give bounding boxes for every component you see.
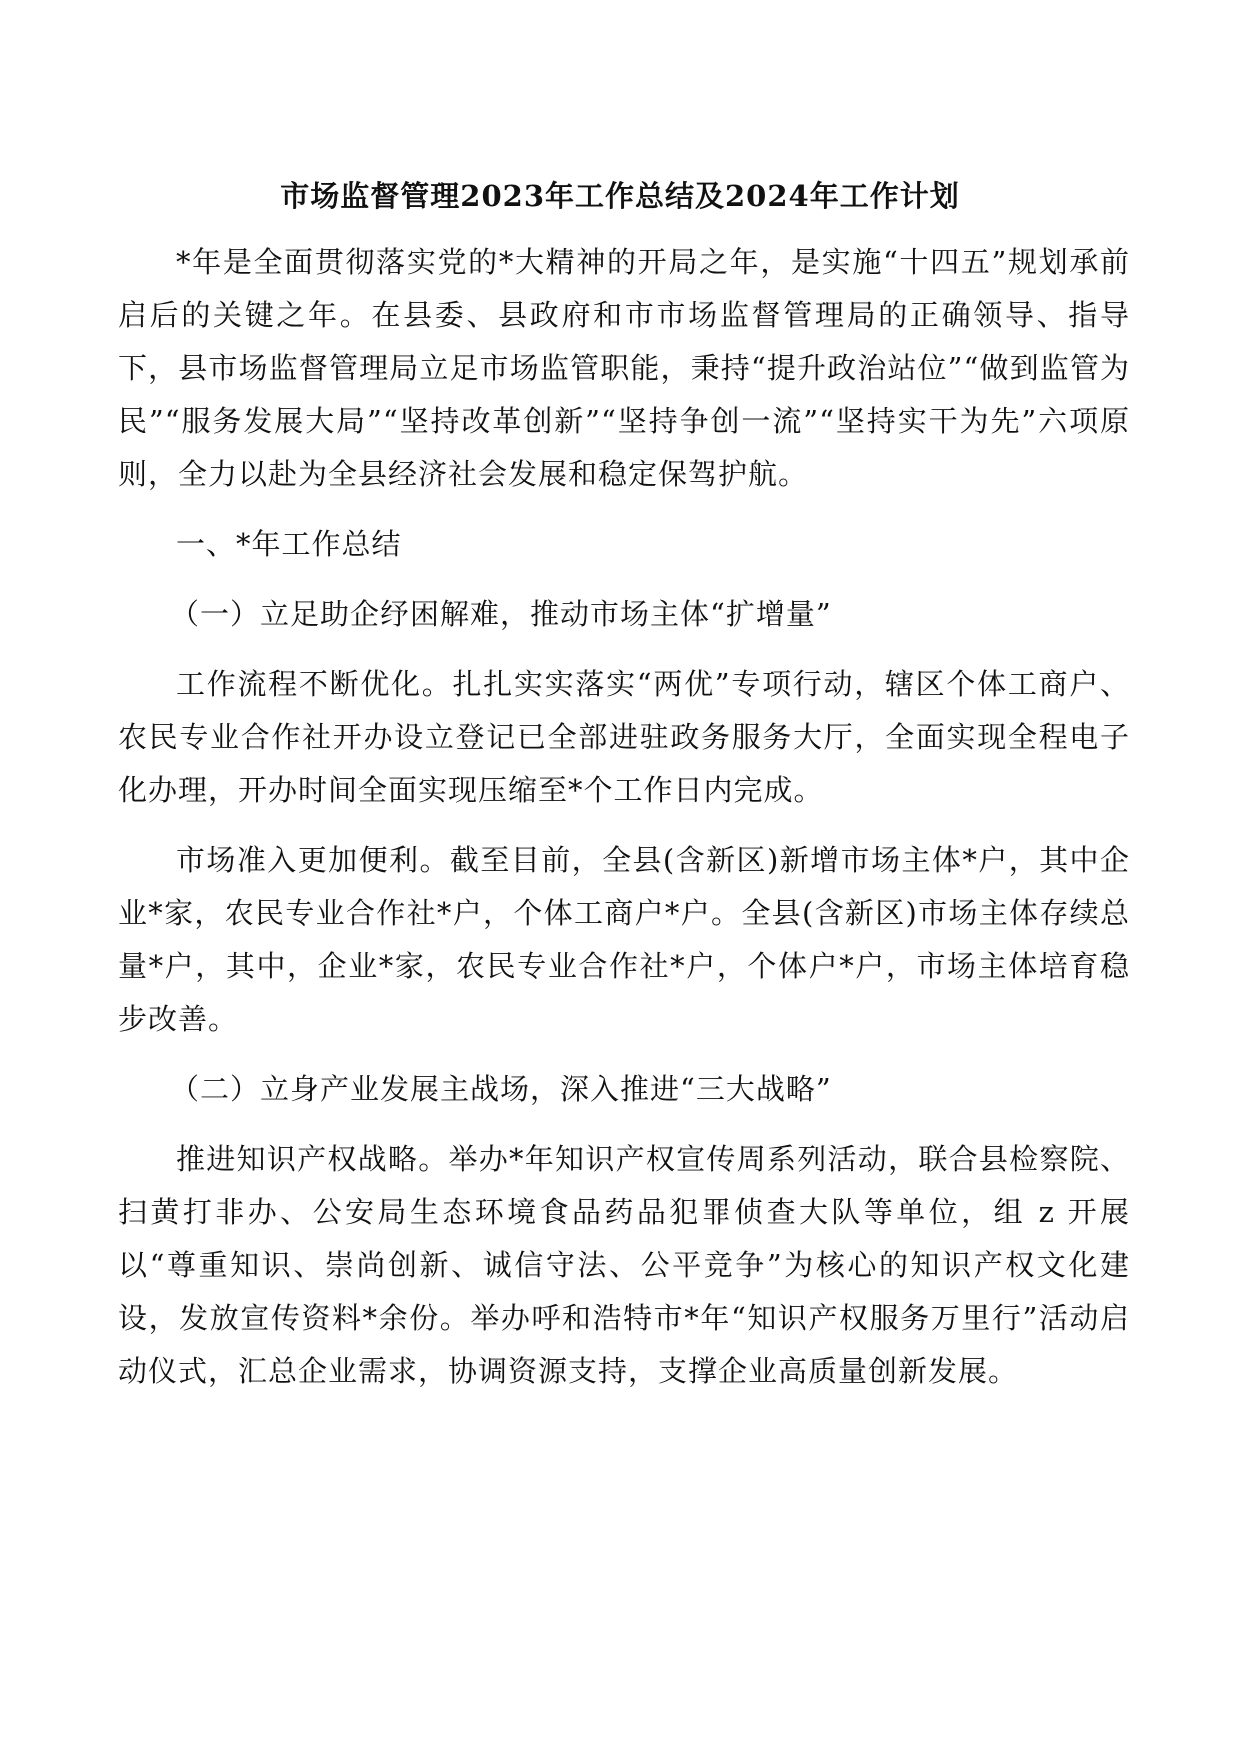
paragraph-market-access: 市场准入更加便利。截至目前，全县(含新区)新增市场主体*户，其中企业*家，农民专业合作社*户，个体工商户*户。全县(含新区)市场主体存续总量*户，其中，企业*家，农民专业合作社*户，个体户*户，市场主体培育稳步改善。 — [118, 843, 1130, 1036]
subsection-heading-1: （一）立足助企纾困解难，推动市场主体“扩增量” — [170, 597, 832, 631]
intro-paragraph: *年是全面贯彻落实党的*大精神的开局之年，是实施“十四五”规划承前启后的关键之年。在县委、县政府和市市场监督管理局的正确领导、指导下，县市场监督管理局立足市场监管职能，秉持“提升政治站位”“做到监管为民”“服务发展大局”“坚持改革创新”“坚持争创一流”“坚持实干为先”六项原则，全力以赴为全县经济社会发展和稳定保驾护航。 — [118, 245, 1130, 491]
paragraph-workflow: 工作流程不断优化。扎扎实实落实“两优”专项行动，辖区个体工商户、农民专业合作社开办设立登记已全部进驻政务服务大厅，全面实现全程电子化办理，开办时间全面实现压缩至*个工作日内完成。 — [118, 667, 1130, 807]
subsection-heading-2: （二）立身产业发展主战场，深入推进“三大战略” — [170, 1072, 832, 1106]
document-title: 市场监督管理2023年工作总结及2024年工作计划 — [280, 179, 960, 213]
paragraph-ip-strategy: 推进知识产权战略。举办*年知识产权宣传周系列活动，联合县检察院、扫黄打非办、公安局生态环境食品药品犯罪侦查大队等单位，组 z 开展以“尊重知识、崇尚创新、诚信守法、公平竞争”为核心的知识产权文化建设，发放宣传资料*余份。举办呼和浩特市*年“知识产权服务万里行”活动启动仪式，汇总企业需求，协调资源支持，支撑企业高质量创新发展。 — [118, 1142, 1130, 1388]
section-heading-1: 一、*年工作总结 — [176, 527, 402, 561]
document-body — [118, 236, 1130, 1398]
